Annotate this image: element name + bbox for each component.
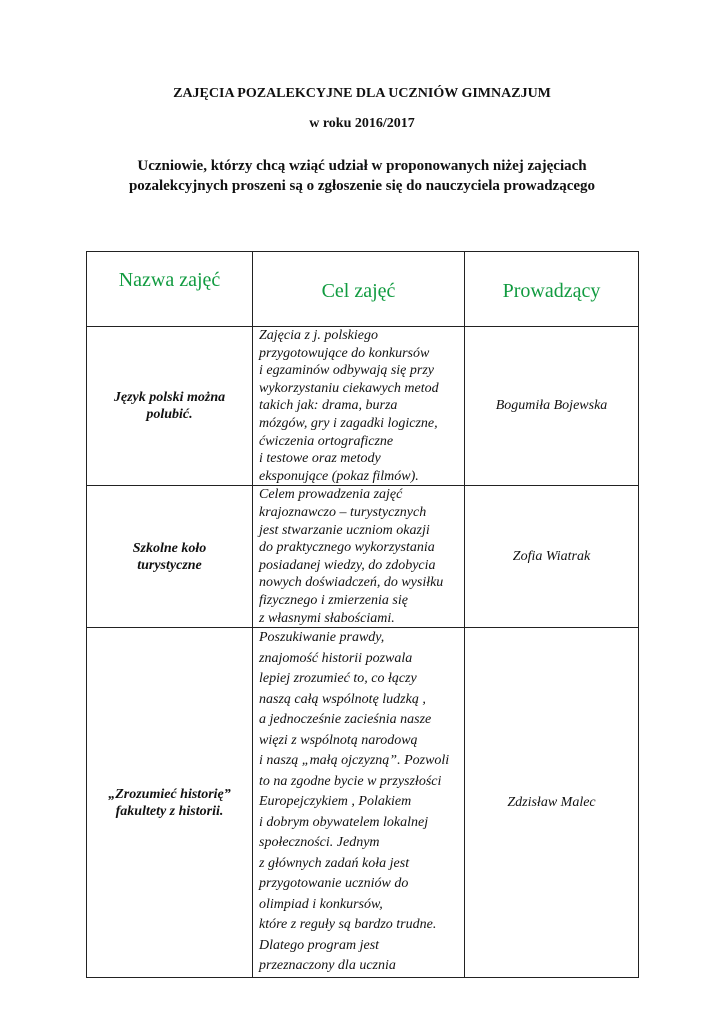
activities-table (86, 251, 639, 978)
header-goal: Cel zajęć (253, 252, 465, 327)
intro-line: Uczniowie, którzy chcą wziąć udział w proponowanych niżej zajęciach (137, 158, 587, 174)
table-row (87, 486, 639, 628)
table-header-row (87, 252, 639, 327)
activity-goal-cell (253, 327, 465, 486)
goal-line: przeznaczony dla ucznia (259, 958, 396, 974)
goal-line: lepiej zrozumieć to, co łączy (259, 671, 417, 687)
activity-leader-cell: Bogumiła Bojewska (465, 327, 639, 486)
activity-leader-cell: Zofia Wiatrak (465, 486, 639, 628)
goal-line: takich jak: drama, burza (259, 398, 398, 414)
goal-line: krajoznawczo – turystycznych (259, 504, 427, 520)
goal-line: znajomość historii pozwala (259, 650, 413, 666)
activity-name-line: Szkolne koło (132, 540, 207, 556)
activity-name-line: polubić. (146, 407, 193, 423)
activity-goal-cell (253, 628, 465, 978)
goal-line: Poszukiwanie prawdy, (259, 630, 385, 646)
goal-line: jest stwarzanie uczniom okazji (259, 522, 430, 538)
goal-line: Dlatego program jest (259, 937, 380, 953)
table-row (87, 327, 639, 486)
goal-line: z głównych zadań koła jest (259, 855, 410, 871)
activity-name-line: „Zrozumieć historię” (108, 786, 231, 802)
goal-line: społeczności. Jednym (259, 835, 380, 851)
activity-name-line: turystyczne (137, 557, 202, 573)
header-activity-name: Nazwa zajęć (87, 252, 253, 327)
intro-line: pozalekcyjnych proszeni są o zgłoszenie się do nauczyciela prowadzącego (128, 178, 596, 194)
goal-line: które z reguły są bardzo trudne. (259, 917, 437, 933)
goal-line: posiadanej wiedzy, do zdobycia (259, 557, 436, 573)
goal-line: przygotowanie uczniów do (259, 876, 409, 892)
header-leader: Prowadzący (465, 252, 639, 327)
goal-line: i dobrym obywatelem lokalnej (259, 814, 429, 830)
goal-line: mózgów, gry i zagadki logiczne, (259, 415, 438, 431)
goal-line: to na zgodne bycie w przyszłości (259, 773, 442, 789)
activity-goal-cell (253, 486, 465, 628)
activity-name-cell (87, 327, 253, 486)
activity-name-cell (87, 628, 253, 978)
goal-line: naszą całą wspólnotę ludzką , (259, 691, 426, 707)
goal-line: eksponujące (pokaz filmów). (259, 468, 419, 484)
activity-leader-cell: Zdzisław Malec (465, 628, 639, 978)
goal-line: olimpiad i konkursów, (259, 896, 383, 912)
goal-line: nowych doświadczeń, do wysiłku (259, 575, 444, 591)
goal-line: Celem prowadzenia zajęć (259, 487, 403, 503)
goal-line: i egzaminów odbywają się przy (259, 363, 434, 379)
goal-line: i testowe oraz metody (259, 451, 381, 467)
goal-line: ćwiczenia ortograficzne (259, 433, 394, 449)
activity-name-cell (87, 486, 253, 628)
intro-paragraph (80, 156, 644, 196)
goal-line: z własnymi słabościami. (259, 610, 395, 626)
goal-line: wykorzystaniu ciekawych metod (259, 380, 439, 396)
document-title: ZAJĘCIA POZALEKCYJNE DLA UCZNIÓW GIMNAZJUM (173, 86, 551, 101)
table-row (87, 628, 639, 978)
goal-line: przygotowujące do konkursów (259, 345, 430, 361)
activity-name-line: fakultety z historii. (115, 803, 224, 819)
goal-line: więzi z wspólnotą narodową (259, 732, 418, 748)
activity-name-line: Język polski można (113, 390, 226, 406)
goal-line: Zajęcia z j. polskiego (259, 328, 378, 343)
goal-line: do praktycznego wykorzystania (259, 540, 435, 556)
goal-line: fizycznego i zmierzenia się (259, 592, 408, 608)
document-subtitle: w roku 2016/2017 (309, 116, 415, 131)
goal-line: Europejczykiem , Polakiem (259, 794, 412, 810)
goal-line: i naszą „małą ojczyzną”. Pozwoli (259, 753, 450, 769)
goal-line: a jednocześnie zacieśnia nasze (259, 712, 432, 728)
